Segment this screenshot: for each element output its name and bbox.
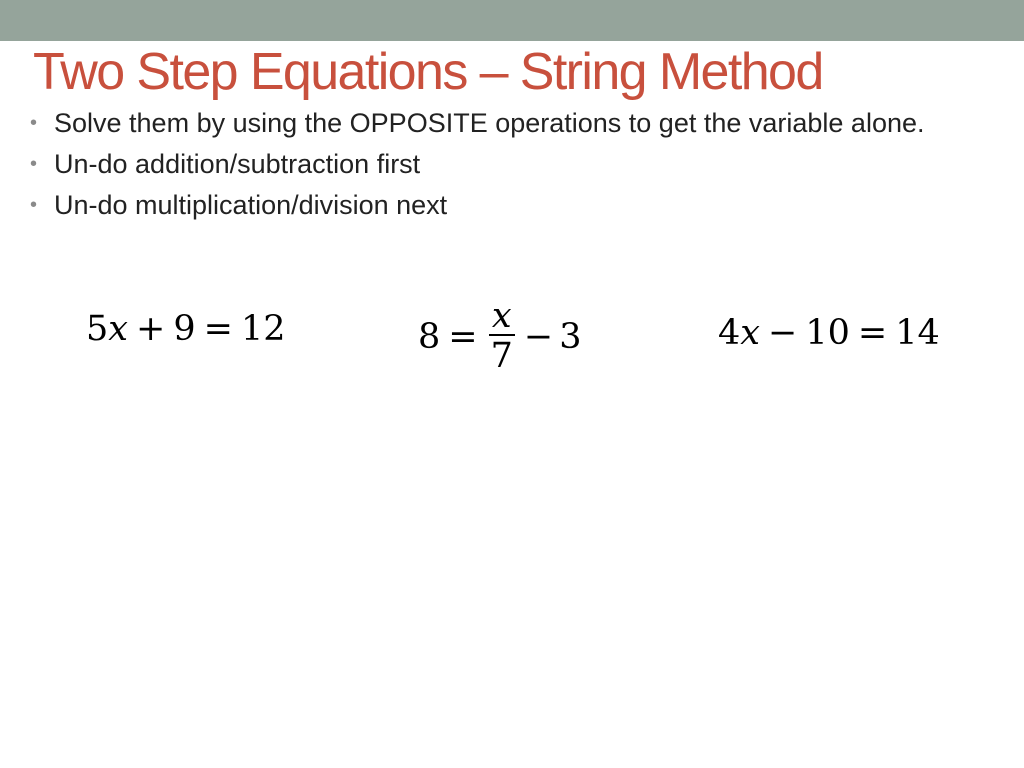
eq3-constant: 10 [805,313,850,353]
bullet-item [30,188,930,222]
eq2-numerator: x [491,296,512,336]
bullet-icon: • [30,112,38,134]
equation-2 [418,292,582,382]
bullet-icon: • [30,194,38,216]
bullet-item [30,106,930,140]
slide-title: Two Step Equations – String Method [33,43,823,101]
eq3-rhs: 14 [895,313,940,353]
bullet-text: Solve them by using the OPPOSITE operations to get the variable alone. [54,108,925,138]
bullet-list [30,106,930,229]
bullet-icon: • [30,153,38,175]
eq2-minus-sign: − [523,317,554,357]
bullet-item [30,147,930,181]
eq2-denominator: 7 [490,336,513,376]
eq2-constant: 3 [559,317,582,357]
eq2-lhs: 8 [418,317,441,357]
equation-1 [86,309,286,349]
eq3-coefficient: 4 [718,313,741,353]
bullet-text: Un-do multiplication/division next [54,190,448,220]
top-accent-bar [0,0,1024,41]
bullet-text: Un-do addition/subtraction first [54,149,421,179]
eq1-constant: 9 [173,309,196,349]
equation-3 [718,313,940,353]
eq1-coefficient: 5 [86,309,109,349]
eq3-minus-sign: − [768,313,798,353]
eq2-equals-sign: = [448,317,478,357]
eq1-variable: x [108,309,129,349]
eq1-plus-sign: + [136,309,166,349]
eq1-rhs: 12 [240,309,286,349]
eq2-fraction [488,298,516,376]
eq3-equals-sign: = [857,313,888,353]
eq1-equals-sign: = [203,309,233,349]
eq3-variable: x [740,313,761,353]
